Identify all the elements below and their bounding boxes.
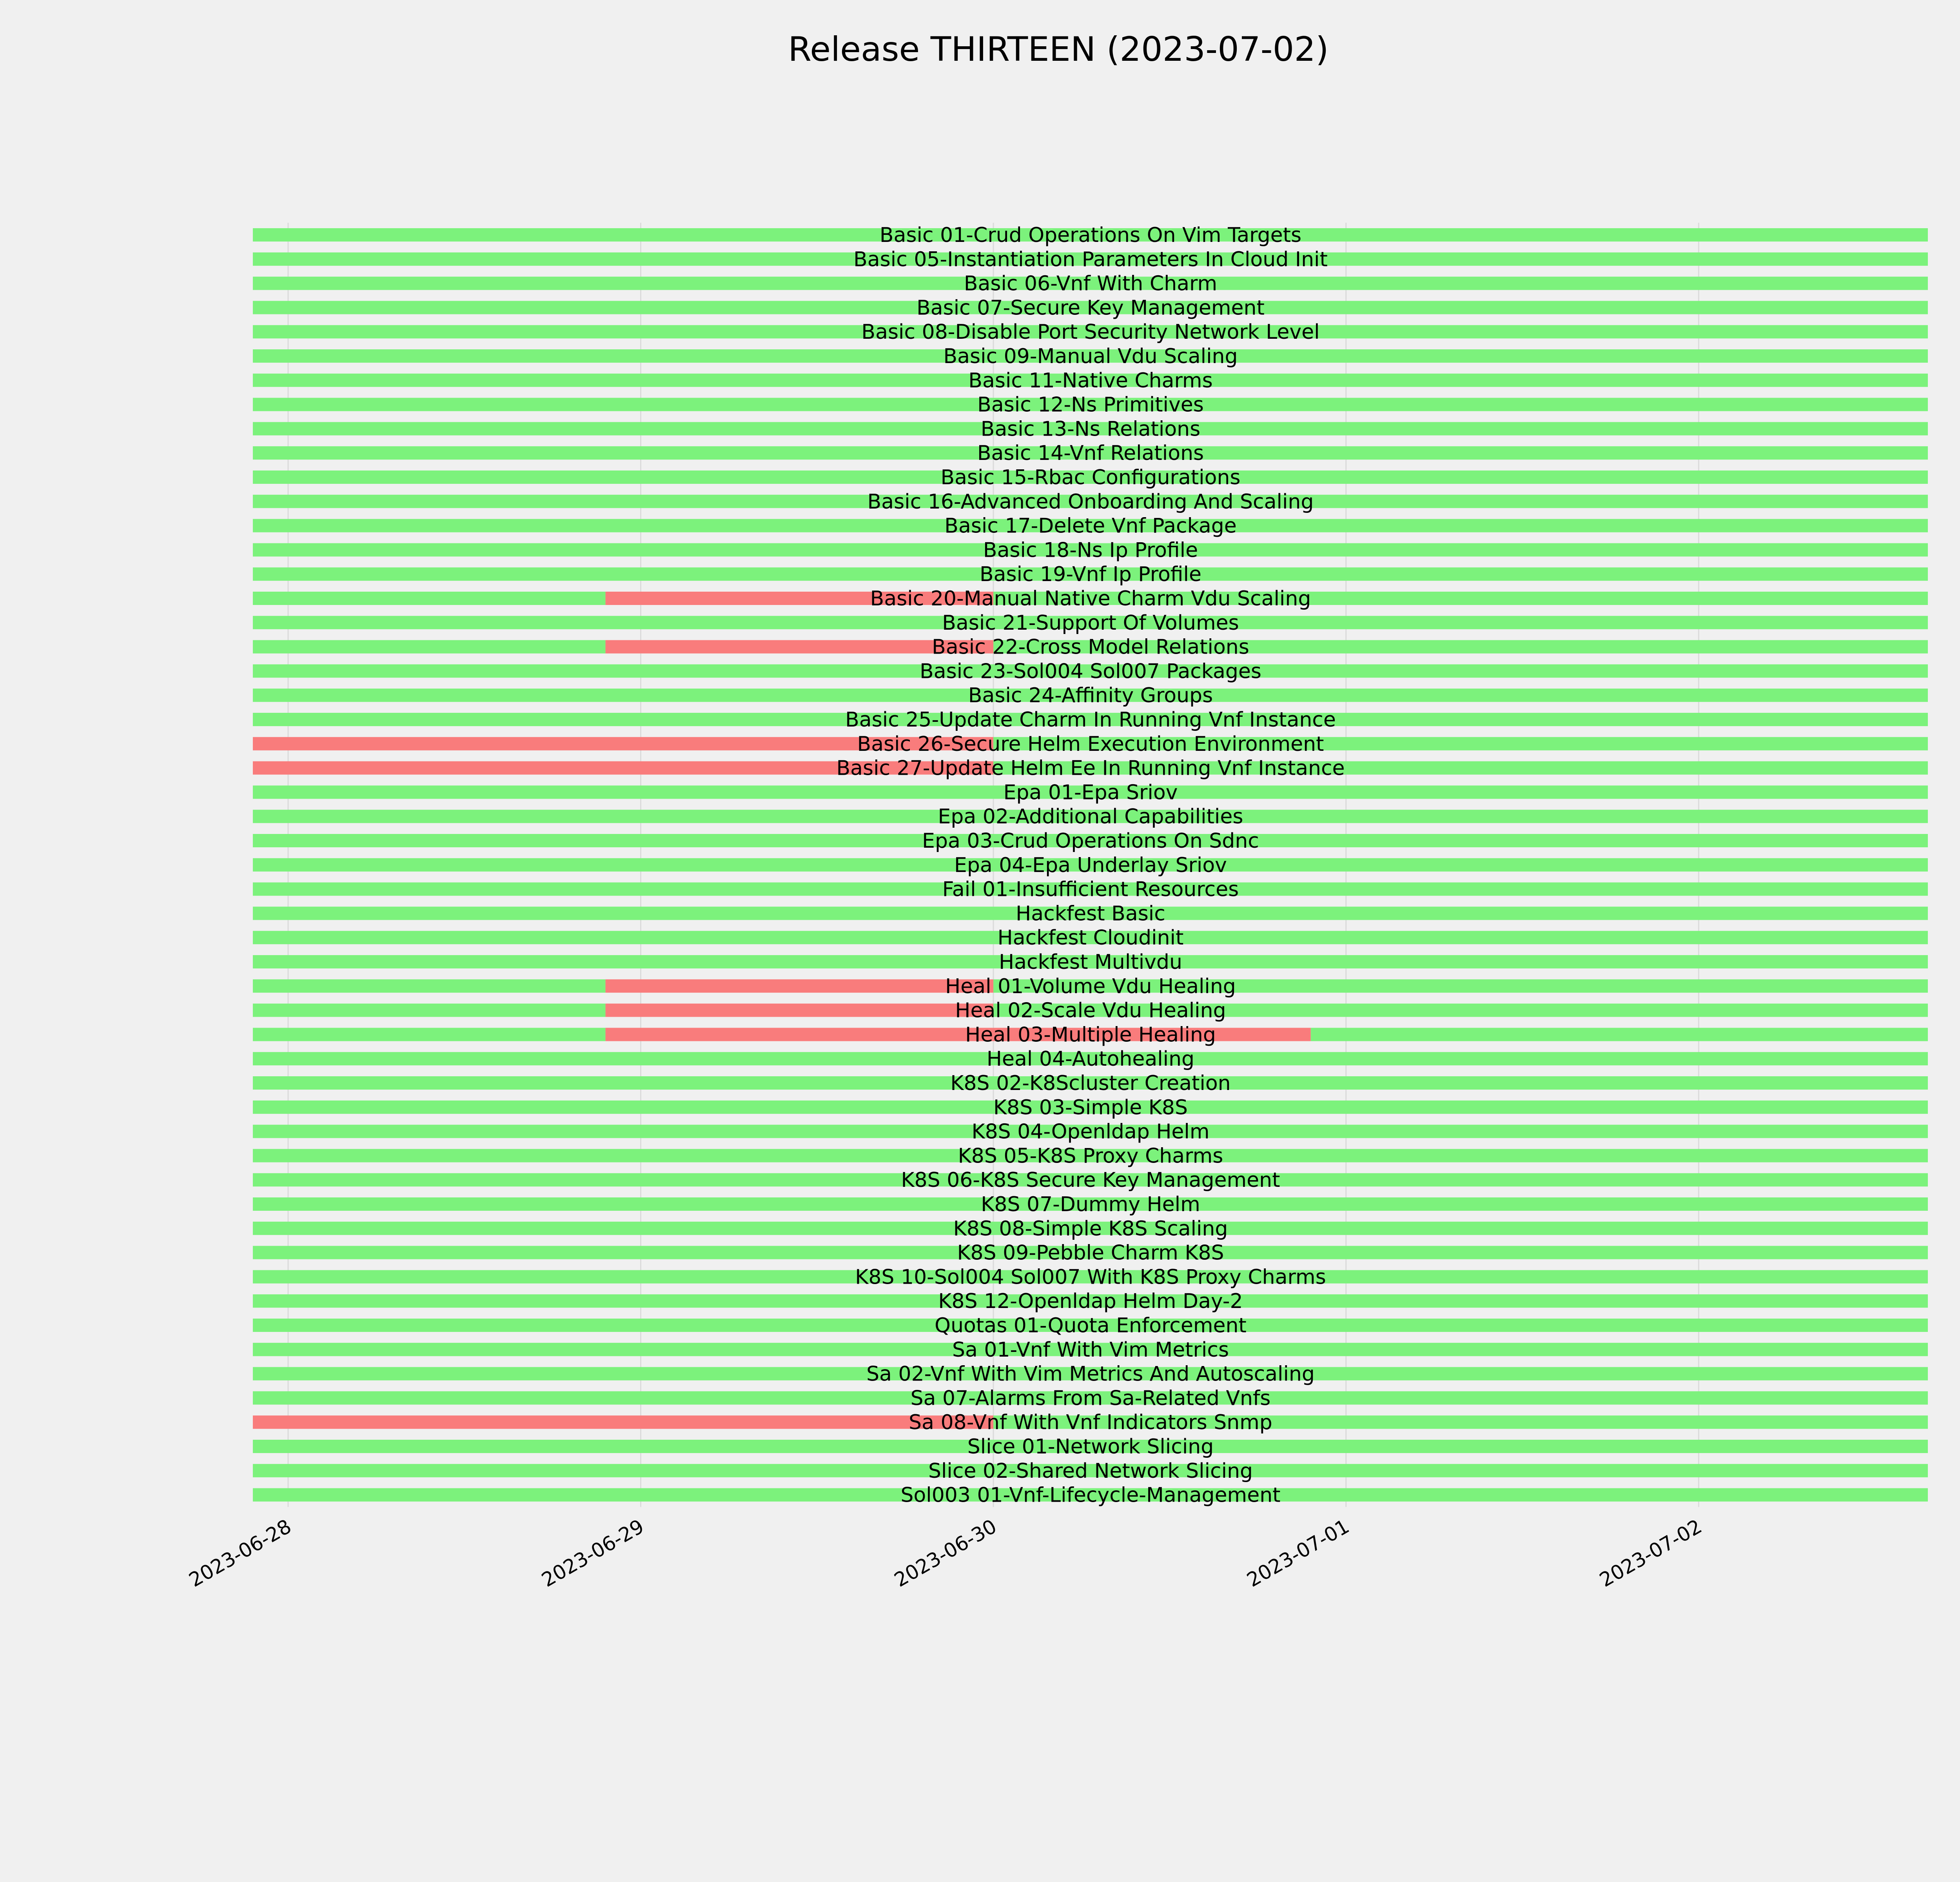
x-tick-label: 2023-06-30 xyxy=(890,1515,1001,1592)
row-label: Basic 15-Rbac Configurations xyxy=(940,466,1241,489)
row-label: Basic 27-Update Helm Ee In Running Vnf Instance xyxy=(836,756,1345,780)
row-label: Basic 17-Delete Vnf Package xyxy=(944,514,1237,538)
row-label: Fail 01-Insufficient Resources xyxy=(942,877,1239,901)
row-label: Basic 12-Ns Primitives xyxy=(977,393,1204,417)
x-axis-tick-labels xyxy=(185,1515,1706,1592)
pass-segment xyxy=(253,640,606,654)
row-label: Basic 24-Affinity Groups xyxy=(968,684,1213,708)
row-label: Basic 13-Ns Relations xyxy=(980,417,1201,441)
x-tick-label: 2023-07-02 xyxy=(1595,1515,1706,1592)
row-label: Basic 06-Vnf With Charm xyxy=(964,272,1218,296)
fail-segment xyxy=(606,1004,994,1017)
row-label: Epa 03-Crud Operations On Sdnc xyxy=(922,829,1259,853)
row-label: Basic 11-Native Charms xyxy=(968,369,1213,392)
row-label: Heal 01-Volume Vdu Healing xyxy=(945,974,1236,998)
row-label: Heal 04-Autohealing xyxy=(986,1047,1195,1071)
row-label: Basic 09-Manual Vdu Scaling xyxy=(943,345,1238,368)
row-label: K8S 04-Openldap Helm xyxy=(971,1120,1210,1144)
row-label: K8S 09-Pebble Charm K8S xyxy=(957,1241,1224,1265)
row-label: K8S 12-Openldap Helm Day-2 xyxy=(938,1290,1243,1313)
row-label: Basic 22-Cross Model Relations xyxy=(932,635,1249,659)
fail-segment xyxy=(253,1415,993,1429)
x-tick-label: 2023-06-28 xyxy=(185,1515,295,1592)
row-label: Sol003 01-Vnf-Lifecycle-Management xyxy=(900,1483,1281,1507)
row-label: Basic 25-Update Charm In Running Vnf Instance xyxy=(845,708,1336,732)
pass-segment xyxy=(253,1028,606,1041)
x-tick-label: 2023-06-29 xyxy=(537,1515,648,1592)
row-label: Heal 03-Multiple Healing xyxy=(965,1023,1216,1047)
row-label: Basic 14-Vnf Relations xyxy=(977,441,1204,465)
pass-segment xyxy=(1311,1028,1928,1041)
x-tick-label: 2023-07-01 xyxy=(1243,1515,1353,1592)
row-label: Basic 16-Advanced Onboarding And Scaling xyxy=(867,490,1314,514)
row-label: Basic 07-Secure Key Management xyxy=(916,296,1265,320)
row-label: Slice 01-Network Slicing xyxy=(967,1435,1214,1459)
row-label: K8S 10-Sol004 Sol007 With K8S Proxy Charms xyxy=(855,1265,1326,1289)
row-label: K8S 05-K8S Proxy Charms xyxy=(958,1144,1223,1168)
row-label: Hackfest Cloudinit xyxy=(997,926,1184,950)
row-label: Basic 19-Vnf Ip Profile xyxy=(979,563,1202,587)
row-label: Basic 26-Secure Helm Execution Environment xyxy=(857,732,1324,756)
row-label: Basic 01-Crud Operations On Vim Targets xyxy=(879,223,1302,247)
row-label: Basic 08-Disable Port Security Network Level xyxy=(861,320,1320,344)
row-label: Epa 02-Additional Capabilities xyxy=(938,805,1243,829)
row-label: Heal 02-Scale Vdu Healing xyxy=(955,999,1226,1023)
row-label: K8S 06-K8S Secure Key Management xyxy=(901,1168,1280,1192)
pass-segment xyxy=(253,1004,606,1017)
row-label: Epa 04-Epa Underlay Sriov xyxy=(954,853,1227,877)
row-label: Hackfest Basic xyxy=(1016,902,1165,926)
chart-title: Release THIRTEEN (2023-07-02) xyxy=(788,30,1329,69)
row-label: Sa 08-Vnf With Vnf Indicators Snmp xyxy=(909,1411,1272,1435)
row-label: K8S 07-Dummy Helm xyxy=(981,1193,1200,1216)
row-label: Epa 01-Epa Sriov xyxy=(1003,781,1178,805)
row-label: Quotas 01-Quota Enforcement xyxy=(935,1314,1247,1337)
row-label: Sa 02-Vnf With Vim Metrics And Autoscaling xyxy=(866,1362,1315,1386)
row-label: Basic 21-Support Of Volumes xyxy=(942,611,1239,635)
row-label: Basic 23-Sol004 Sol007 Packages xyxy=(920,659,1261,683)
row-label: Basic 20-Manual Native Charm Vdu Scaling xyxy=(870,587,1311,610)
row-label: K8S 03-Simple K8S xyxy=(993,1095,1188,1119)
row-label: Sa 07-Alarms From Sa-Related Vnfs xyxy=(910,1386,1271,1410)
pass-segment xyxy=(253,592,606,605)
fail-segment xyxy=(606,979,994,993)
row-label: Basic 18-Ns Ip Profile xyxy=(983,538,1198,562)
row-label: Hackfest Multivdu xyxy=(999,950,1182,974)
row-label: K8S 08-Simple K8S Scaling xyxy=(953,1217,1228,1241)
pass-segment xyxy=(253,979,606,993)
row-label: K8S 02-K8Scluster Creation xyxy=(950,1072,1231,1095)
row-label: Basic 05-Instantiation Parameters In Cloud Init xyxy=(853,247,1328,271)
row-label: Sa 01-Vnf With Vim Metrics xyxy=(952,1338,1229,1362)
row-label: Slice 02-Shared Network Slicing xyxy=(928,1459,1253,1483)
